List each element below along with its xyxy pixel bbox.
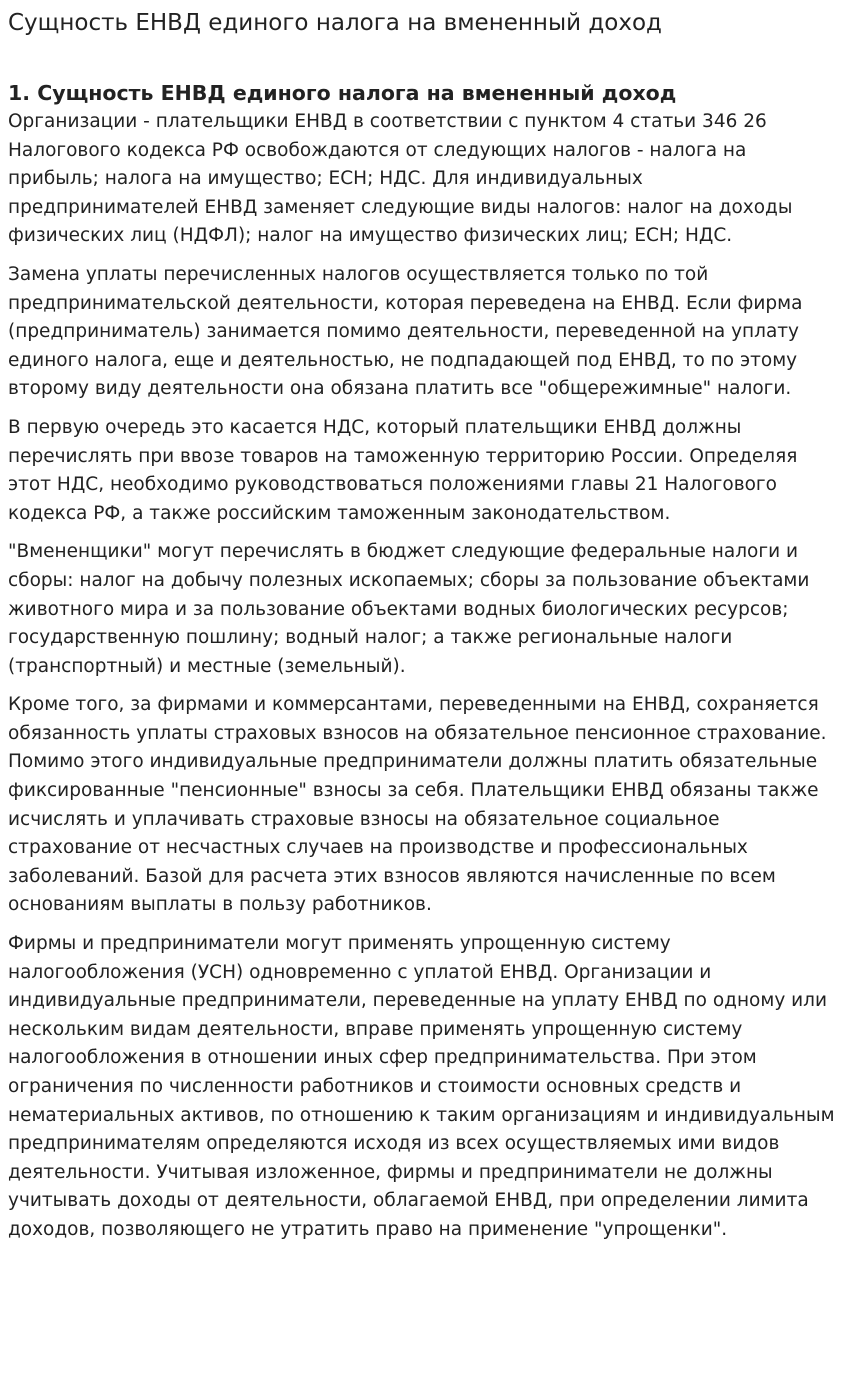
paragraph-6: Фирмы и предприниматели могут применять упрощенную систему налогообложения (УСН) одновременно с уплатой ЕНВД. Организации и индивидуальные предприниматели, переведенные на уплату ЕНВД по одному или нескольким видам деятельности, вправе применять упрощенную систему налогообложения в отношении иных сфер предпринимательства. При этом ограничения по численности работников и стоимости основных средств и нематериальных активов, по отношению к таким организациям и индивидуальным предпринимателям определяются исходя из всех осуществляемых ими видов деятельности. Учитывая изложенное, фирмы и предприниматели не должны учитывать доходы от деятельности, облагаемой ЕНВД, при определении лимита доходов, позволяющего не утратить право на применение "упрощенки".: [8, 933, 835, 1240]
paragraph-1: Организации - плательщики ЕНВД в соответствии с пунктом 4 статьи 346 26 Налогового кодекса РФ освобождаются от следующих налогов - налога на прибыль; налога на имущество; ЕСН; НДС. Для индивидуальных предпринимателей ЕНВД заменяет следующие виды налогов: налог на доходы физических лиц (НДФЛ); налог на имущество физических лиц; ЕСН; НДС.: [8, 111, 793, 247]
paragraph-3: В первую очередь это касается НДС, который плательщики ЕНВД должны перечислять при ввозе товаров на таможенную территорию России. Определяя этот НДС, необходимо руководствоваться положениями главы 21 Налогового кодекса РФ, а также российским таможенным законодательством.: [8, 416, 798, 524]
paragraph-4: "Вмененщики" могут перечислять в бюджет следующие федеральные налоги и сборы: налог на добычу полезных ископаемых; сборы за пользование объектами животного мира и за пользование объектами водных биологических ресурсов; государственную пошлину; водный налог; а также региональные налоги (транспортный) и местные (земельный).: [8, 541, 810, 677]
paragraph-2: Замена уплаты перечисленных налогов осуществляется только по той предпринимательской деятельности, которая переведена на ЕНВД. Если фирма (предприниматель) занимается помимо деятельности, переведенной на уплату единого налога, еще и деятельностью, не подпадающей под ЕНВД, то по этому второму виду деятельности она обязана платить все "общережимные" налоги.: [8, 263, 803, 400]
page-title: Сущность ЕНВД единого налога на вмененный доход: [8, 10, 662, 36]
paragraph-5: Кроме того, за фирмами и коммерсантами, переведенными на ЕНВД, сохраняется обязанность уплаты страховых взносов на обязательное пенсионное страхование. Помимо этого индивидуальные предприниматели должны платить обязательные фиксированные "пенсионные" взносы за себя. Плательщики ЕНВД обязаны также исчислять и уплачивать страховые взносы на обязательное социальное страхование от несчастных случаев на производстве и профессиональных заболеваний. Базой для расчета этих взносов являются начисленные по всем основаниям выплаты в пользу работников.: [8, 694, 827, 916]
section-heading: 1. Сущность ЕНВД единого налога на вмененный доход: [8, 81, 677, 105]
